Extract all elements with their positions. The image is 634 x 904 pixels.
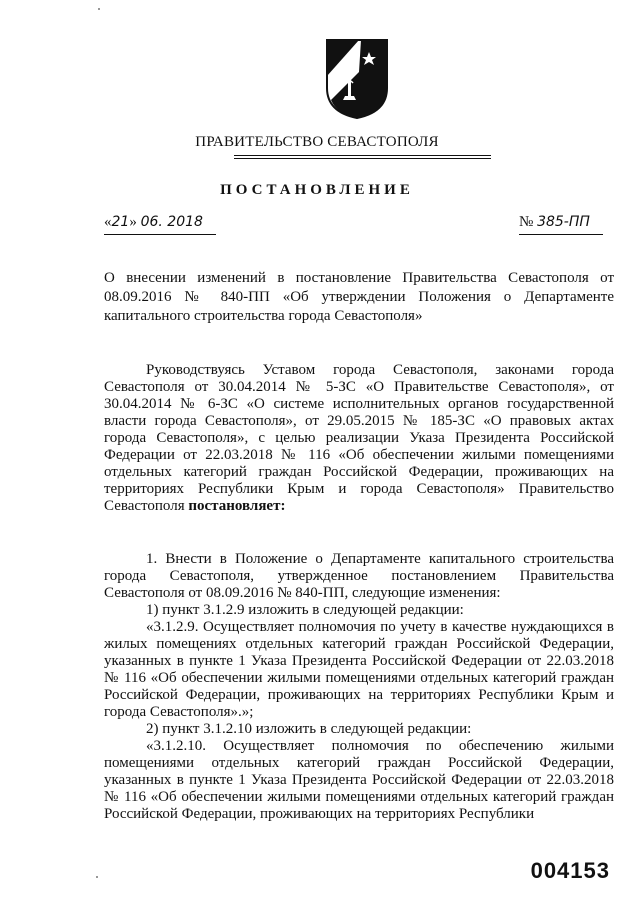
scan-speck	[98, 8, 100, 10]
serial-number: 004153	[530, 858, 610, 883]
document-date	[104, 214, 216, 235]
clause-paragraph: 2) пункт 3.1.2.10 изложить в следующей редакции:	[146, 721, 472, 737]
clause-paragraph: 1. Внести в Положение о Департаменте капитального строительства города Севастополя, утвержденное постановлением Правительства Севастополя от 08.09.2016 № 840-ПП, следующие изменения:	[104, 551, 614, 601]
number-prefix: №	[519, 214, 534, 230]
number-value: 385-ПП	[537, 214, 590, 230]
clause-paragraph: «3.1.2.9. Осуществляет полномочия по учету в качестве нуждающихся в жилых помещениях отдельных категорий граждан Российской Федерации, указанных в пункте 1 Указа Президента Российской Федерации от 22.03.2018 № 116 «Об обеспечении жилыми помещениями отдельных категорий граждан Российской Федерации, проживающих на территориях Республики Крым и города Севастополя».»;	[104, 619, 614, 720]
organization-name: ПРАВИТЕЛЬСТВО СЕВАСТОПОЛЯ	[195, 134, 439, 150]
decision-word: постановляет:	[188, 498, 286, 514]
document-number	[519, 214, 603, 235]
document-subject: О внесении изменений в постановление Правительства Севастополя от 08.09.2016 № 840-ПП «Об утверждении Положения о Департаменте капитального строительства города Севастополя»	[104, 270, 614, 324]
date-close-quote: »	[129, 214, 137, 230]
preamble	[104, 362, 614, 515]
coat-of-arms-icon	[325, 38, 389, 120]
date-month-year: 06. 2018	[140, 214, 203, 230]
clauses	[104, 551, 614, 823]
date-open-quote: «	[104, 214, 112, 230]
date-day: 21	[111, 214, 130, 230]
header-rule-top	[234, 155, 491, 156]
clause-paragraph: 1) пункт 3.1.2.9 изложить в следующей редакции:	[146, 602, 464, 618]
preamble-text: Руководствуясь Уставом города Севастополя, законами города Севастополя от 30.04.2014 № 5-ЗС «О Правительстве Севастополя», от 30.04.2014 № 6-ЗС «О системе исполнительных органов государственной власти города Севастополя», от 29.05.2015 № 185-ЗС «О правовых актах города Севастополя», с целью реализации Указа Президента Российской Федерации от 22.03.2018 № 116 «Об обеспечении жилыми помещениями отдельных категорий граждан Российской Федерации, проживающих на территориях Республики Крым и города Севастополя» Правительство Севастополя	[104, 362, 614, 514]
header-rule-bottom	[234, 158, 491, 159]
document-title: ПОСТАНОВЛЕНИЕ	[220, 182, 414, 198]
clause-paragraph: «3.1.2.10. Осуществляет полномочия по обеспечению жилыми помещениями отдельных категорий граждан Российской Федерации, указанных в пункте 1 Указа Президента Российской Федерации от 22.03.2018 № 116 «Об обеспечении жилыми помещениями отдельных категорий граждан Российской Федерации, проживающих на территориях Республики	[104, 738, 614, 822]
scan-speck	[96, 876, 98, 878]
